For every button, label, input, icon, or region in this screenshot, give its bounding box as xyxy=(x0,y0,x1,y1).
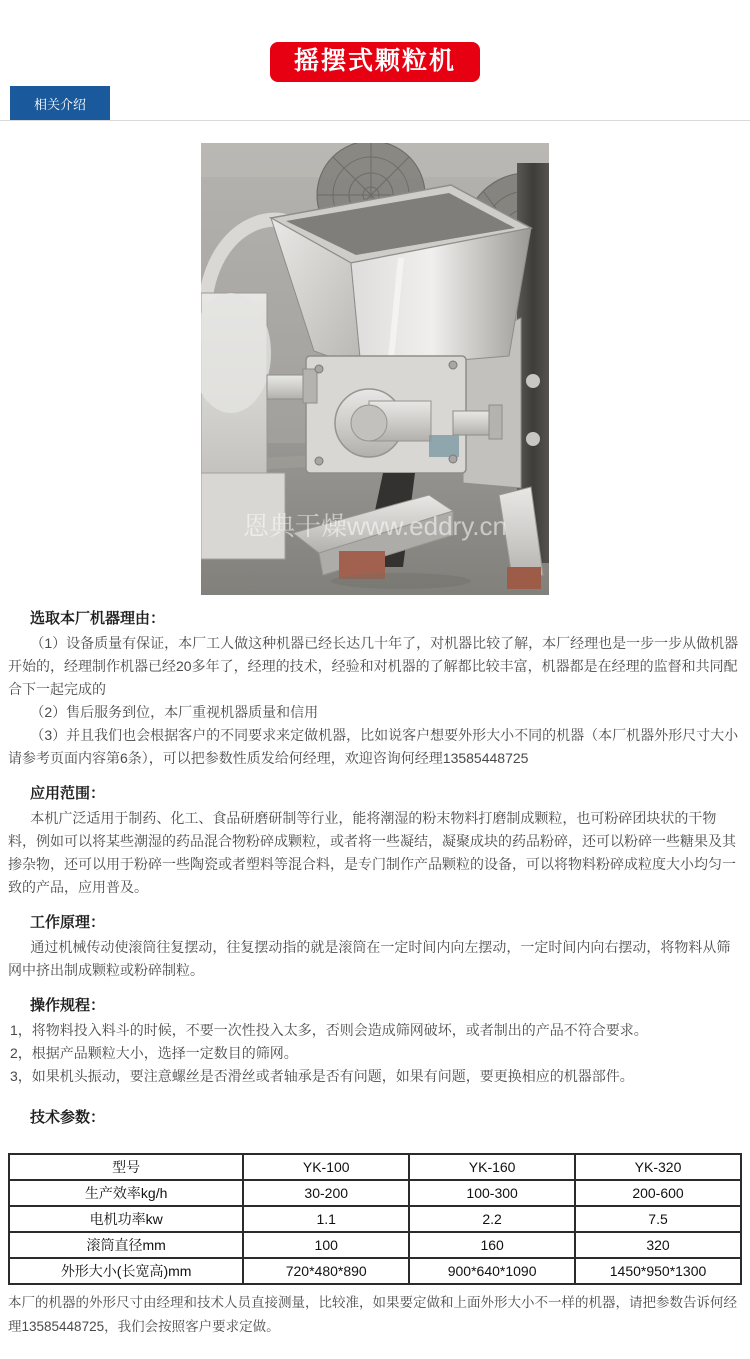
spec-cell: 外形大小(长宽高)mm xyxy=(9,1258,243,1284)
reason-paragraph-1: （1）设备质量有保证，本厂工人做这种机器已经长达几十年了，对机器比较了解，本厂经理也是一步一步从做机器开始的，经理制作机器已经20多年了，经理的技术，经验和对机器的了解都比较丰富，机器都是在经理的监督和共同配合下一起完成的 xyxy=(8,635,739,697)
spec-cell: 1.1 xyxy=(243,1206,409,1232)
spec-cell: 100 xyxy=(243,1232,409,1258)
product-photo-illustration xyxy=(201,143,549,595)
spec-cell: 160 xyxy=(409,1232,575,1258)
spec-row-dimensions xyxy=(9,1258,741,1284)
spec-row-motor-power xyxy=(9,1206,741,1232)
spec-cell: 1450*950*1300 xyxy=(575,1258,741,1284)
spec-table xyxy=(8,1153,742,1285)
article-content xyxy=(0,609,750,1339)
tab-related-intro[interactable] xyxy=(10,86,110,120)
spec-cell: 720*480*890 xyxy=(243,1258,409,1284)
section-heading-reasons: 选取本厂机器理由： xyxy=(30,610,166,627)
page-title: 摇摆式颗粒机 xyxy=(293,47,456,75)
section-heading-operation: 操作规程： xyxy=(30,997,106,1014)
photo-watermark: 恩典干燥www.eddry.cn xyxy=(243,511,507,541)
section-heading-specs: 技术参数： xyxy=(30,1109,106,1126)
principle-paragraph: 通过机械传动使滚筒往复摆动，往复摆动指的就是滚筒在一定时间内向左摆动，一定时间内向右摆动，将物料从筛网中挤出制成颗粒或粉碎制粒。 xyxy=(8,939,731,978)
spec-table-header-row xyxy=(9,1154,741,1180)
operation-item-3: 3，如果机头振动，要注意螺丝是否滑丝或者轴承是否有问题，如果有问题，要更换相应的机器部件。 xyxy=(10,1068,634,1084)
tab-bar xyxy=(0,86,750,121)
spec-cell: 320 xyxy=(575,1232,741,1258)
spec-cell: 200-600 xyxy=(575,1180,741,1206)
spec-header-yk320: YK-320 xyxy=(575,1154,741,1180)
spec-header-yk100: YK-100 xyxy=(243,1154,409,1180)
application-paragraph: 本机广泛适用于制药、化工、食品研磨研制等行业，能将潮湿的粉末物料打磨制成颗粒，也可粉碎团块状的干物料，例如可以将某些潮湿的药品混合物粉碎成颗粒，或者将一些凝结，凝聚成块的药品粉碎，还可以粉碎一些糖果及其掺杂物，还可以用于粉碎一些陶瓷或者塑料等混合料，是专门制作产品颗粒的设备，可以将物料粉碎成粒度大小均匀一致的产品，应用普及。 xyxy=(8,810,736,895)
operation-item-2: 2，根据产品颗粒大小，选择一定数目的筛网。 xyxy=(10,1045,298,1061)
reason-paragraph-3: （3）并且我们也会根据客户的不同要求来定做机器，比如说客户想要外形大小不同的机器（本厂机器外形尺寸大小请参考页面内容第6条），可以把参数性质发给何经理，欢迎咨询何经理13585448725 xyxy=(8,727,739,766)
spec-cell: 2.2 xyxy=(409,1206,575,1232)
spec-cell: 滚筒直径mm xyxy=(9,1232,243,1258)
operation-item-1: 1，将物料投入料斗的时候，不要一次性投入太多，否则会造成筛网破坏，或者制出的产品不符合要求。 xyxy=(10,1022,648,1038)
spec-cell: 电机功率kw xyxy=(9,1206,243,1232)
section-heading-principle: 工作原理： xyxy=(30,914,106,931)
product-photo xyxy=(201,143,549,595)
custom-order-note: 本厂的机器的外形尺寸由经理和技术人员直接测量，比较准，如果要定做和上面外形大小不一样的机器，请把参数告诉何经理13585448725，我们会按照客户要求定做。 xyxy=(8,1295,737,1334)
section-heading-application: 应用范围： xyxy=(30,785,106,802)
page-title-banner xyxy=(270,42,480,82)
spec-row-drum-diameter xyxy=(9,1232,741,1258)
spec-cell: 7.5 xyxy=(575,1206,741,1232)
spec-cell: 30-200 xyxy=(243,1180,409,1206)
tab-label: 相关介绍 xyxy=(33,96,86,112)
spec-cell: 900*640*1090 xyxy=(409,1258,575,1284)
spec-row-capacity xyxy=(9,1180,741,1206)
reason-paragraph-2: （2）售后服务到位，本厂重视机器质量和信用 xyxy=(30,704,319,720)
spec-cell: 100-300 xyxy=(409,1180,575,1206)
spec-header-yk160: YK-160 xyxy=(409,1154,575,1180)
spec-cell: 生产效率kg/h xyxy=(9,1180,243,1206)
spec-header-model: 型号 xyxy=(9,1154,243,1180)
